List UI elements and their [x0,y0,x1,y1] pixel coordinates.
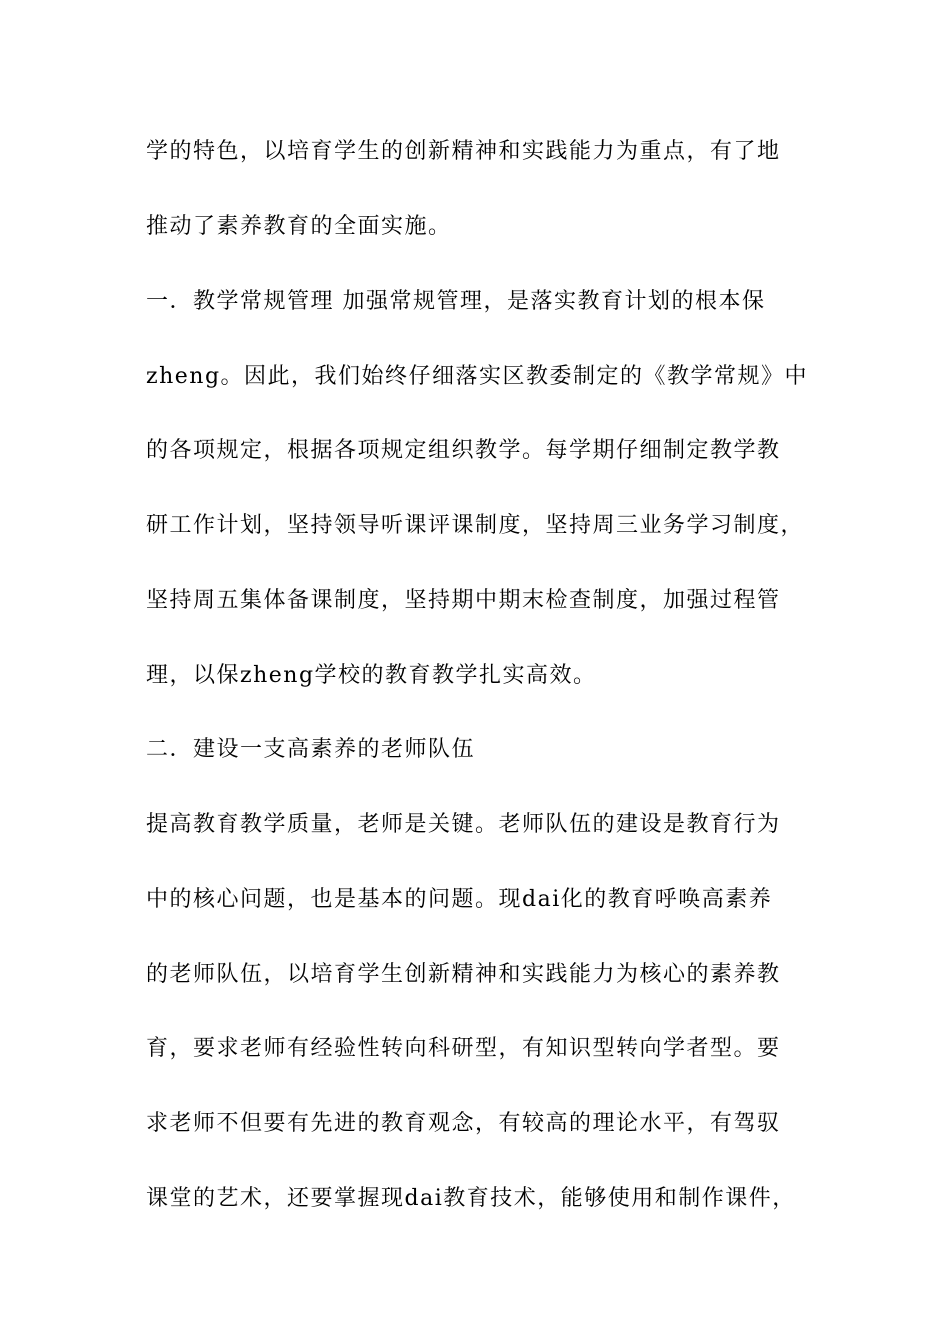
section-heading: 二．建设一支高素养的老师队伍 [146,737,476,762]
paragraph-line: 中的核心问题，也是基本的问题。现dai化的教育呼唤高素养 [146,887,773,912]
paragraph-line: 求老师不但要有先进的教育观念，有较高的理论水平，有驾驭 [146,1111,781,1136]
paragraph-line: 提高教育教学质量，老师是关键。老师队伍的建设是教育行为 [146,812,781,837]
paragraph-line: 的各项规定，根据各项规定组织教学。每学期仔细制定教学教 [146,438,781,463]
paragraph-line: 学的特色，以培育学生的创新精神和实践能力为重点，有了地 [146,139,781,164]
paragraph-line: 理，以保zheng学校的教育教学扎实高效。 [146,663,597,688]
paragraph-line: zheng。因此，我们始终仔细落实区教委制定的《教学常规》中 [146,364,809,389]
paragraph-line: 推动了素养教育的全面实施。 [146,214,452,239]
paragraph-line: 育，要求老师有经验性转向科研型，有知识型转向学者型。要 [146,1036,781,1061]
paragraph-line: 课堂的艺术，还要掌握现dai教育技术，能够使用和制作课件， [146,1186,796,1211]
section-heading-line: 一．教学常规管理 加强常规管理，是落实教育计划的根本保 [146,289,766,314]
paragraph-line: 坚持周五集体备课制度，坚持期中期末检查制度，加强过程管 [146,588,781,613]
paragraph-line: 的老师队伍，以培育学生创新精神和实践能力为核心的素养教 [146,962,781,987]
paragraph-line: 研工作计划，坚持领导听课评课制度，坚持周三业务学习制度， [146,513,805,538]
